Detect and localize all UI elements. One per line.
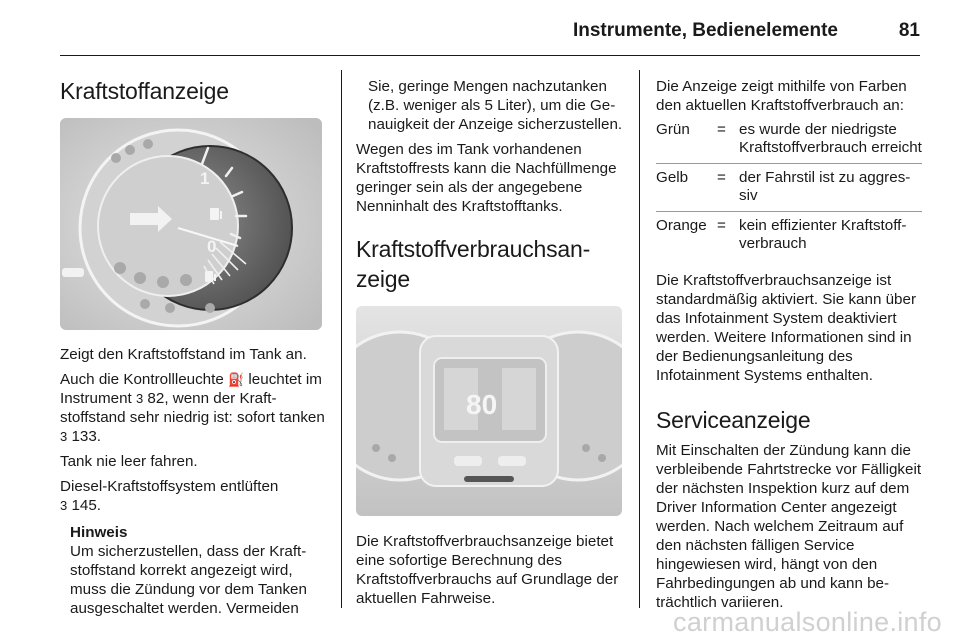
- page-number: 81: [898, 20, 920, 41]
- table-row: Gelb = der Fahrstil ist zu aggressiv: [656, 164, 922, 212]
- column-2: [356, 60, 624, 608]
- service-paragraph: Mit Einschalten der Zündung kann die verbleibende Fahrtstrecke vor Fälligkeit der nächsten Inspektion kurz auf dem Driver Information Center angezeigt werden. Nach welchem Zeitraum auf den nächsten fälligen Service hingewiesen wird, hängt von den Fahrbedingungen ab und kann beträchtlich variieren.: [656, 442, 922, 611]
- svg-text:80: 80: [466, 389, 498, 420]
- fuel-gauge-figure: [60, 118, 322, 330]
- consumption-desc: Die Kraftstoffverbrauchsanzeige bietet eine sofortige Berechnung des Kraftstoffverbrauchs auf Grundlage der aktuellen Fahrweise.: [356, 533, 619, 607]
- activation-paragraph: Die Kraftstoffverbrauchsanzeige ist standardmäßig aktiviert. Sie kann über das Infotainment System deaktiviert werden. Weitere Informationen sind in der Bedienungsanleitung des Infotainment Systems enthalten.: [656, 272, 917, 384]
- color-intro: Die Anzeige zeigt mithilfe von Farben den aktuellen Kraftstoffverbrauch an:: [656, 78, 907, 114]
- fuel-gauge-desc: Zeigt den Kraftstoffstand im Tank an.: [60, 346, 307, 363]
- table-row: Grün = es wurde der niedrigste Kraftstoffverbrauch erreicht: [656, 121, 922, 164]
- svg-text:0: 0: [207, 237, 217, 256]
- color-table: [656, 121, 922, 259]
- column-1: [60, 60, 326, 618]
- no-empty-tank-paragraph: Tank nie leer fahren.: [60, 453, 198, 470]
- table-row: Orange = kein effizienter Kraftstoffverbrauch: [656, 217, 907, 252]
- column-divider: [639, 70, 640, 608]
- hint-continuation: Sie, geringe Mengen nachzutanken (z.B. weniger als 5 Liter), um die Genauigkeit der Anzeige sicherzustellen.: [368, 78, 623, 133]
- heading-fuel-gauge: Kraftstoffanzeige: [60, 78, 229, 104]
- reference-arrow-icon: 3: [135, 391, 144, 406]
- svg-text:1: 1: [200, 169, 210, 188]
- heading-consumption-display: Kraftstoffverbrauchsanzeige: [356, 236, 591, 292]
- hint-box: [60, 523, 326, 618]
- running-header-title: Instrumente, Bedienelemente: [572, 20, 838, 41]
- reference-arrow-icon: 3: [60, 498, 68, 513]
- warning-lamp-paragraph: Auch die Kontrollleuchte ⛽ leuchtet im Instrument 3 82, wenn der Kraftstoffstand sehr niedrig ist: sofort tanken 3 133.: [60, 371, 325, 445]
- column-divider: [341, 70, 342, 608]
- page-header: [60, 20, 920, 54]
- consumption-display-figure: [356, 306, 622, 516]
- reference-arrow-icon: 3: [60, 429, 68, 444]
- consumption-bar: [464, 476, 514, 482]
- column-3: [656, 60, 922, 612]
- header-rule: [60, 55, 920, 56]
- heading-service-display: Serviceanzeige: [656, 407, 811, 433]
- hint-title: Hinweis: [70, 524, 128, 541]
- residual-fuel-paragraph: Wegen des im Tank vorhandenen Kraftstoffrests kann die Nachfüllmenge geringer sein als der angegebene Nenninhalt des Kraftstofftanks.: [356, 141, 617, 215]
- fuel-lamp-icon: ⛽: [228, 372, 245, 387]
- hint-text: Um sicherzustellen, dass der Kraftstoffstand korrekt angezeigt wird, muss die Zündung vor dem Tanken ausgeschaltet werden. Vermeiden: [70, 543, 307, 617]
- diesel-bleed-paragraph: Diesel-Kraftstoffsystem entlüften 3 145.: [60, 478, 279, 514]
- watermark: carmanualsonline.info: [673, 607, 942, 637]
